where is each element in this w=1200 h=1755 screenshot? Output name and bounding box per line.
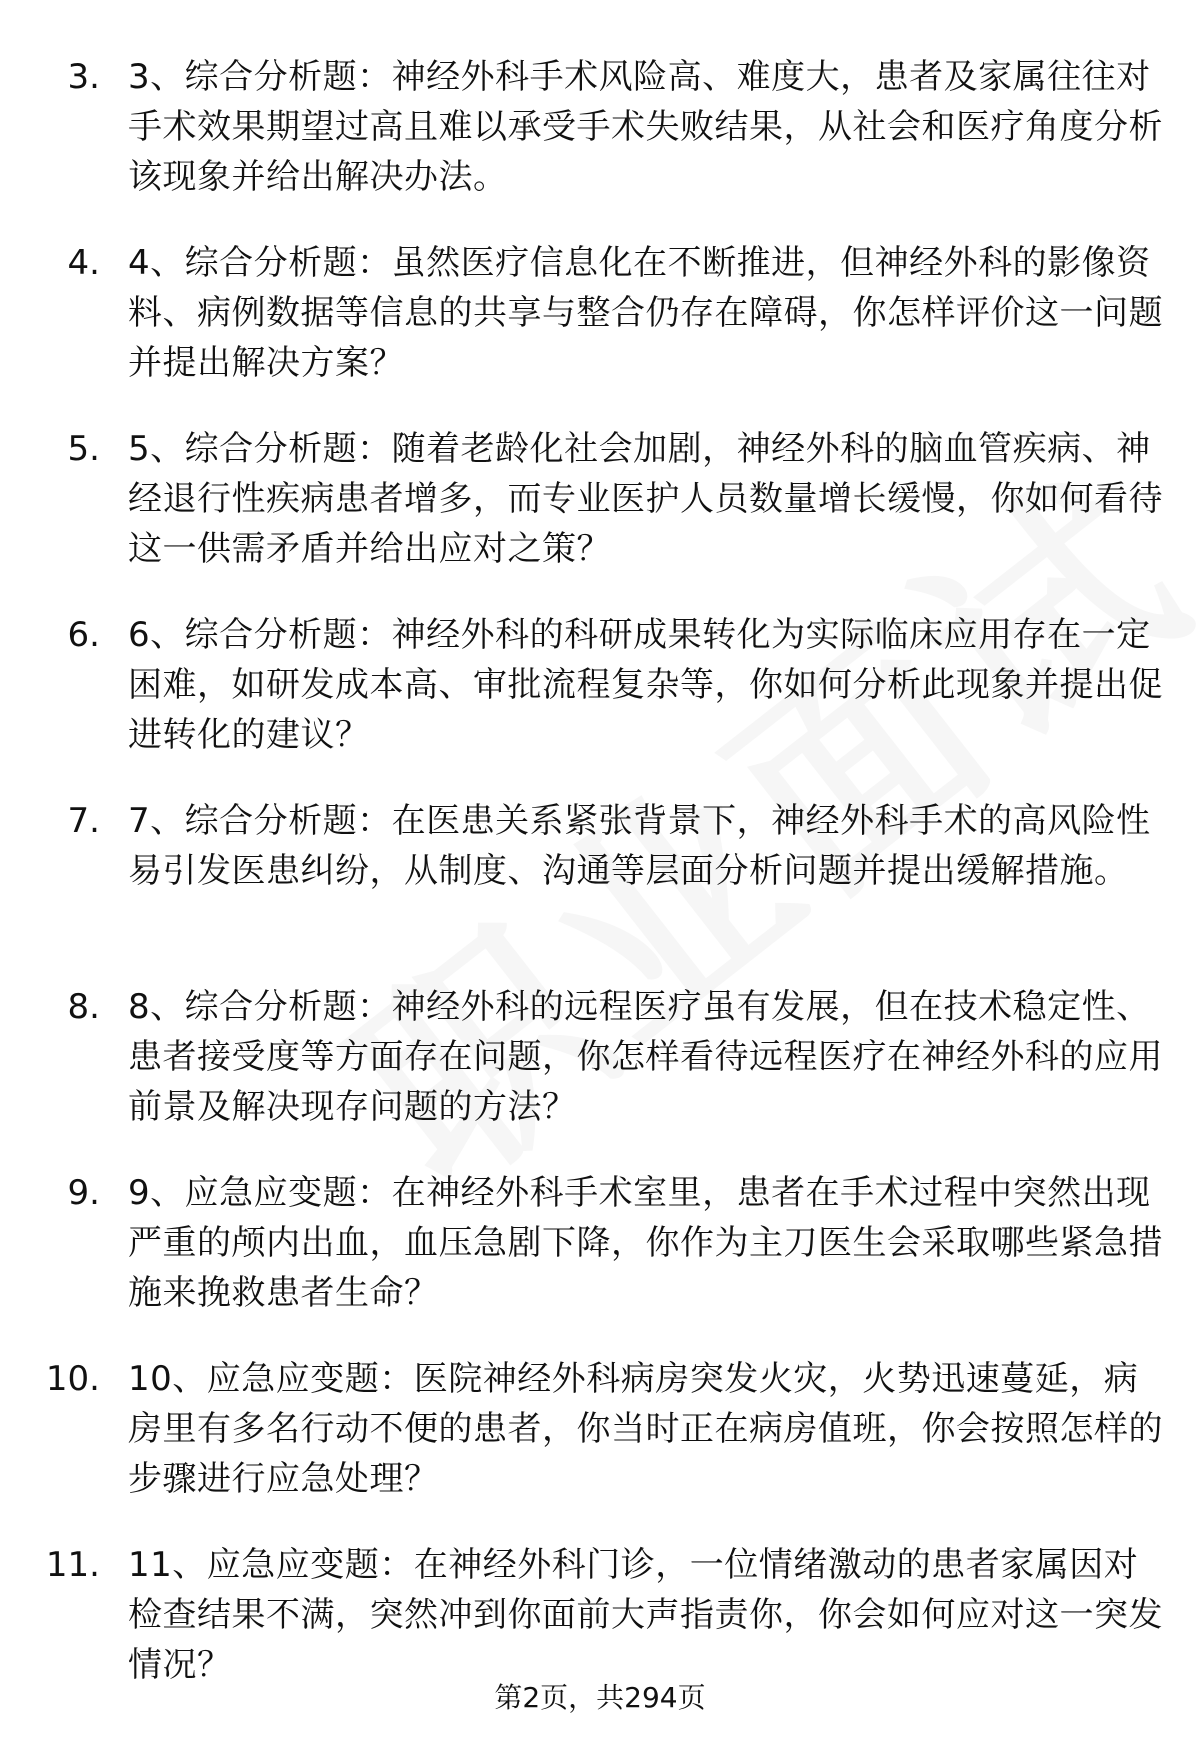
list-number: 8. [67, 987, 100, 1027]
question-text: 10、应急应变题：医院神经外科病房突发火灾，火势迅速蔓延，病房里有多名行动不便的患者，你当时正在病房值班，你会按照怎样的步骤进行应急处理？ [128, 1359, 1163, 1499]
list-item [0, 1540, 1200, 1690]
question-text: 3、综合分析题：神经外科手术风险高、难度大，患者及家属往往对手术效果期望过高且难以承受手术失败结果，从社会和医疗角度分析该现象并给出解决办法。 [128, 57, 1163, 197]
page-footer: 第2页，共294页 [494, 1681, 706, 1714]
list-number: 4. [67, 243, 100, 283]
list-item [0, 1168, 1200, 1318]
question-list [0, 52, 1200, 1726]
list-item [0, 52, 1200, 202]
list-number: 6. [67, 615, 100, 655]
list-number: 7. [67, 801, 100, 841]
list-number: 10. [45, 1359, 100, 1399]
question-text: 4、综合分析题：虽然医疗信息化在不断推进，但神经外科的影像资料、病例数据等信息的共享与整合仍存在障碍，你怎样评价这一问题并提出解决方案？ [128, 243, 1163, 383]
question-text: 7、综合分析题：在医患关系紧张背景下，神经外科手术的高风险性易引发医患纠纷，从制度、沟通等层面分析问题并提出缓解措施。 [128, 801, 1151, 891]
list-number: 9. [67, 1173, 100, 1213]
list-item [0, 982, 1200, 1132]
question-text: 6、综合分析题：神经外科的科研成果转化为实际临床应用存在一定困难，如研发成本高、审批流程复杂等，你如何分析此现象并提出促进转化的建议？ [128, 615, 1163, 755]
list-item [0, 610, 1200, 760]
list-number: 11. [45, 1545, 100, 1585]
list-number: 3. [67, 57, 100, 97]
question-text: 9、应急应变题：在神经外科手术室里，患者在手术过程中突然出现严重的颅内出血，血压急剧下降，你作为主刀医生会采取哪些紧急措施来挽救患者生命？ [128, 1173, 1163, 1313]
list-item [0, 1354, 1200, 1504]
list-item [0, 796, 1200, 946]
list-item [0, 238, 1200, 388]
list-number: 5. [67, 429, 100, 469]
list-item [0, 424, 1200, 574]
question-text: 11、应急应变题：在神经外科门诊，一位情绪激动的患者家属因对检查结果不满，突然冲到你面前大声指责你，你会如何应对这一突发情况？ [128, 1545, 1163, 1685]
question-text: 5、综合分析题：随着老龄化社会加剧，神经外科的脑血管疾病、神经退行性疾病患者增多，而专业医护人员数量增长缓慢，你如何看待这一供需矛盾并给出应对之策？ [128, 429, 1163, 569]
question-text: 8、综合分析题：神经外科的远程医疗虽有发展，但在技术稳定性、患者接受度等方面存在问题，你怎样看待远程医疗在神经外科的应用前景及解决现存问题的方法？ [128, 987, 1163, 1127]
